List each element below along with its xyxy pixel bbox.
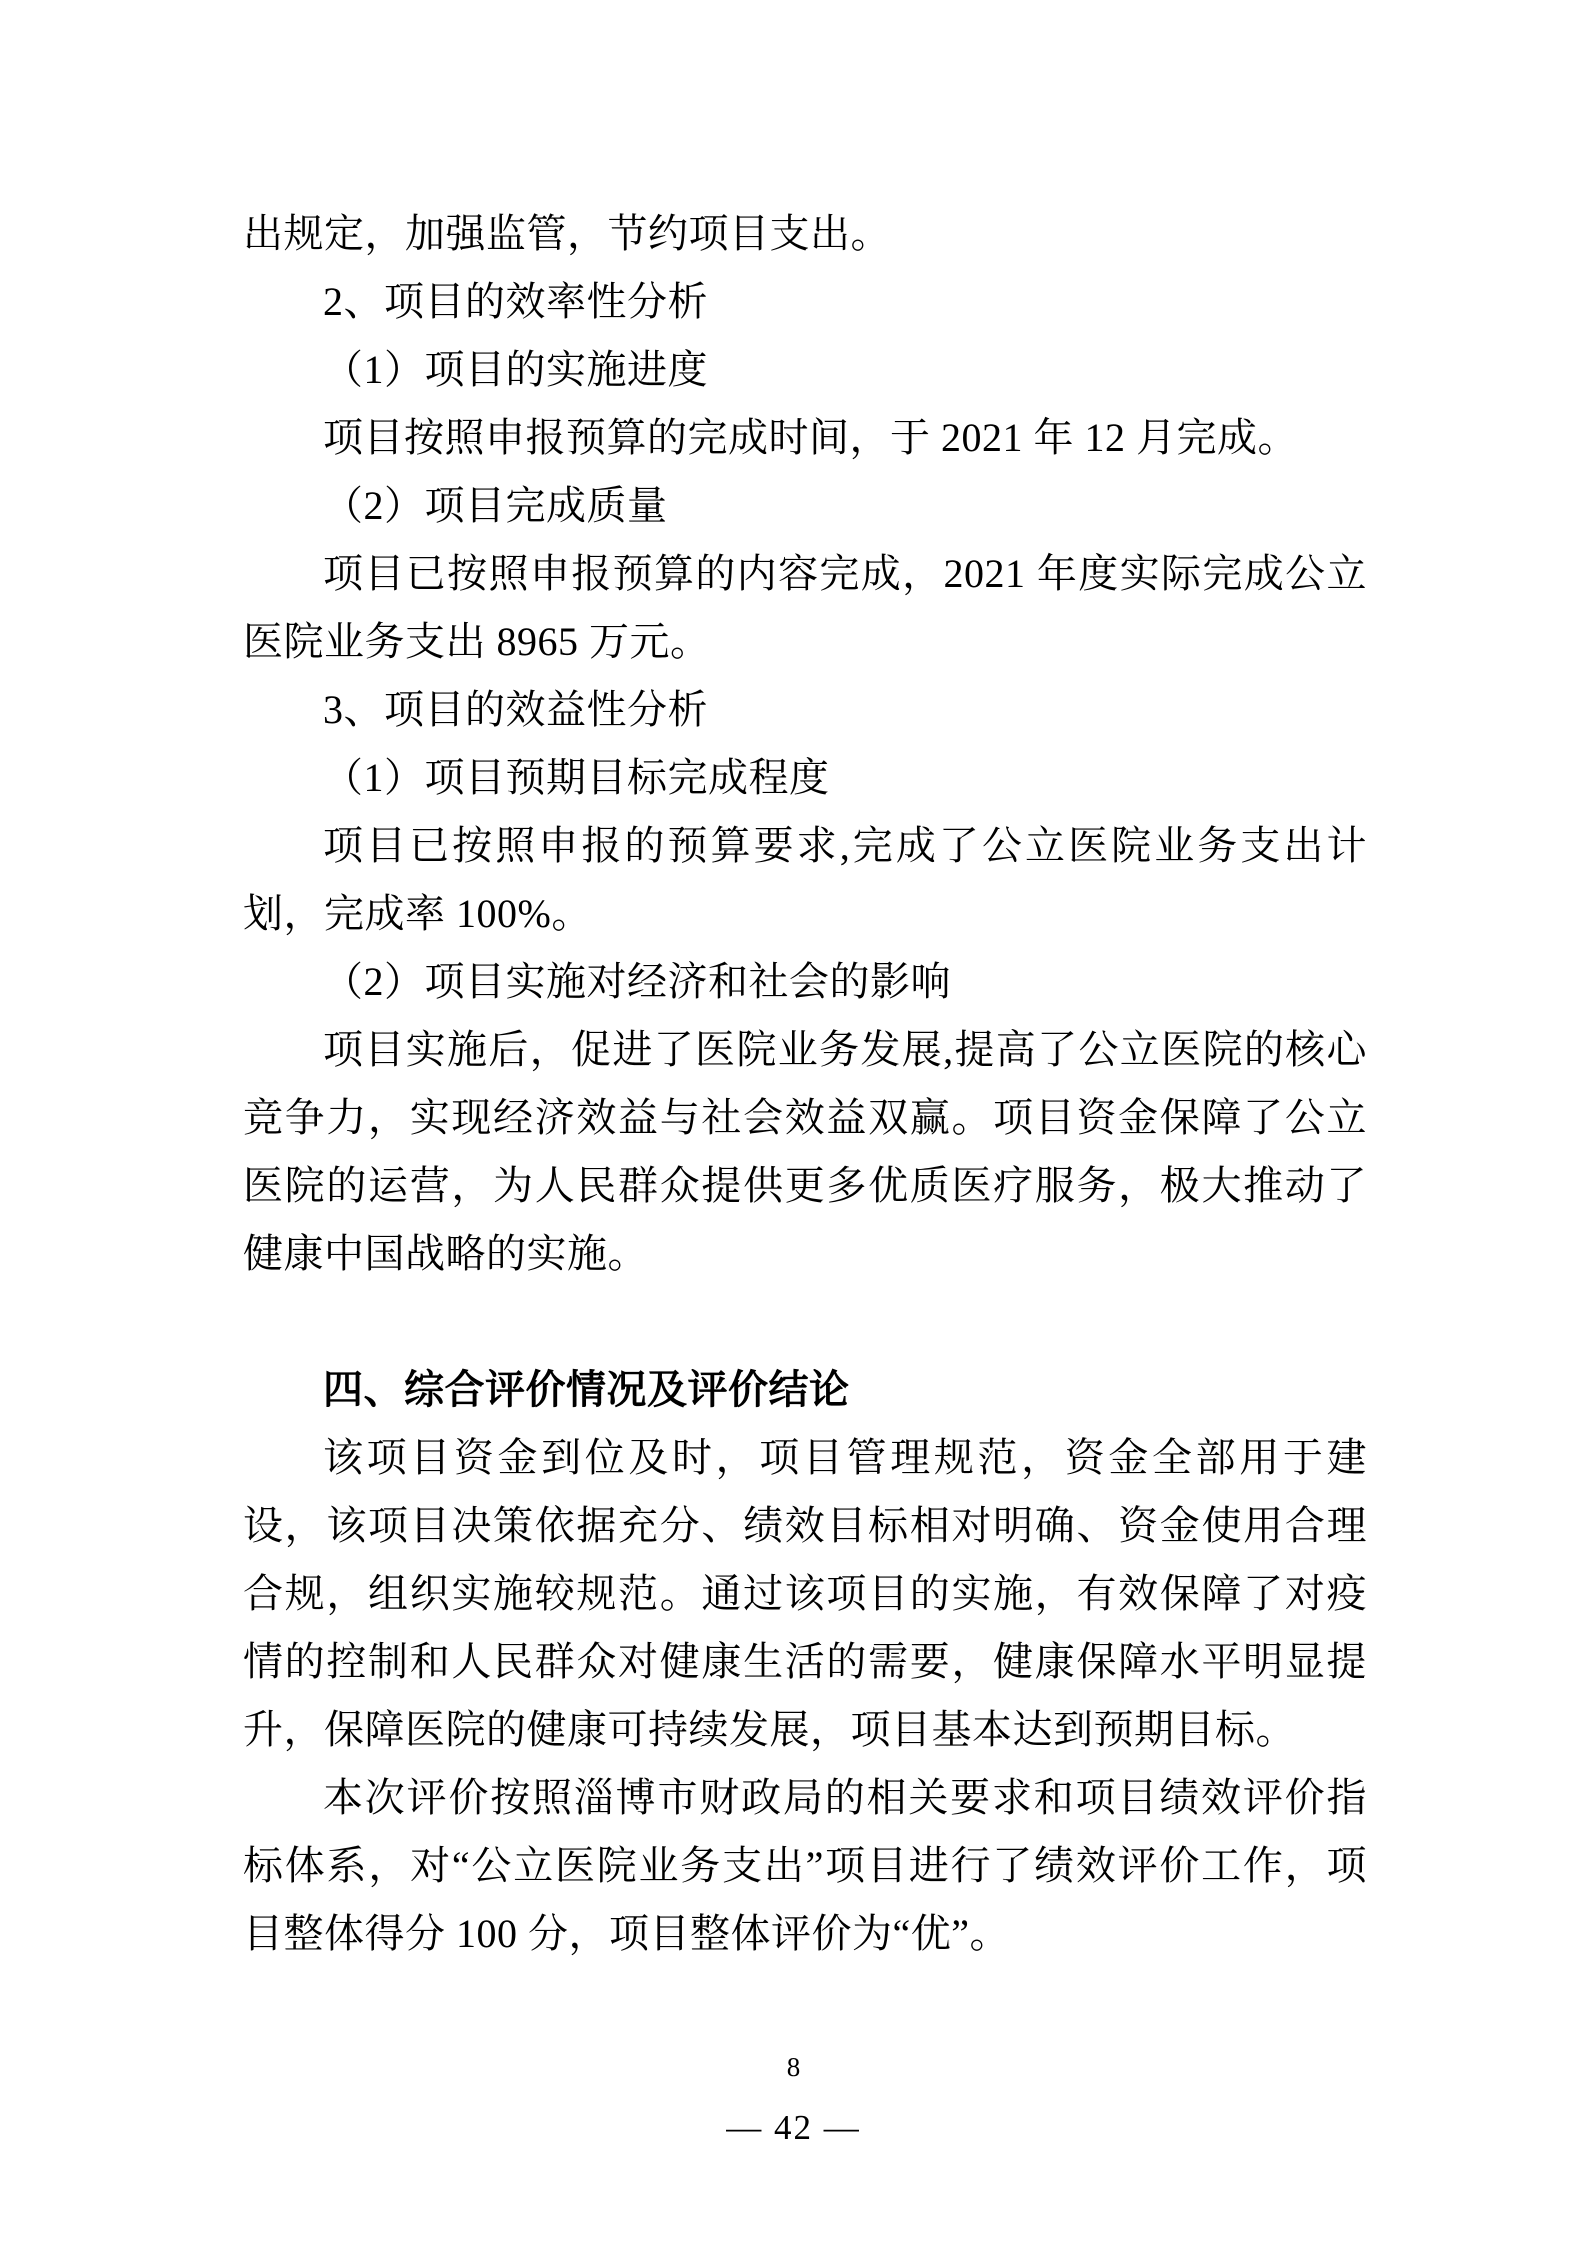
paragraph: 2、项目的效率性分析 (323, 279, 708, 324)
paragraph: 3、项目的效益性分析 (323, 687, 708, 732)
page-content (243, 200, 1367, 1968)
paragraph: （1）项目预期目标完成程度 (323, 755, 830, 800)
paragraph: 本次评价按照淄博市财政局的相关要求和项目绩效评价指标体系，对“公立医院业务支出”项目进行了绩效评价工作，项目整体得分 100 分，项目整体评价为“优”。 (243, 1775, 1367, 1956)
paragraph: 出规定，加强监管，节约项目支出。 (243, 211, 891, 256)
paragraph: （2）项目实施对经济和社会的影响 (323, 959, 951, 1004)
section-heading: 四、综合评价情况及评价结论 (323, 1367, 850, 1412)
paragraph: 该项目资金到位及时，项目管理规范，资金全部用于建设，该项目决策依据充分、绩效目标相对明确、资金使用合理合规，组织实施较规范。通过该项目的实施，有效保障了对疫情的控制和人民群众对健康生活的需要，健康保障水平明显提升，保障医院的健康可持续发展，项目基本达到预期目标。 (243, 1435, 1367, 1752)
paragraph: 项目按照申报预算的完成时间，于 2021 年 12 月完成。 (323, 415, 1298, 460)
paragraph: 项目实施后，促进了医院业务发展,提高了公立医院的核心竞争力，实现经济效益与社会效益双赢。项目资金保障了公立医院的运营，为人民群众提供更多优质医疗服务，极大推动了健康中国战略的实施。 (243, 1027, 1367, 1276)
paragraph: 项目已按照申报的预算要求,完成了公立医院业务支出计划，完成率 100%。 (243, 823, 1367, 936)
page-number: — 42 — (726, 2108, 861, 2147)
section-page-number: 8 (786, 2052, 801, 2082)
paragraph: （1）项目的实施进度 (323, 347, 708, 392)
paragraph: （2）项目完成质量 (323, 483, 668, 528)
paragraph: 项目已按照申报预算的内容完成，2021 年度实际完成公立医院业务支出 8965 万元。 (243, 551, 1367, 664)
